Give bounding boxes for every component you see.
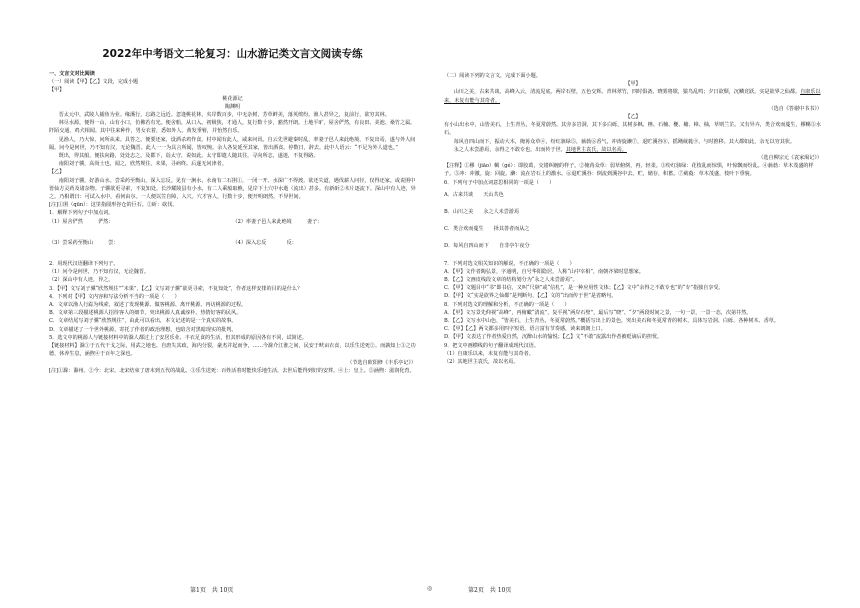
right-page [430, 0, 860, 608]
page-footer-right: 第2页 共 10页 [468, 587, 512, 594]
centered-line: 【甲】 [625, 81, 641, 88]
answer-row [49, 218, 416, 226]
centered-line: 桃花源记 [222, 95, 243, 102]
passage-paragraph: 既出，得其船，便扶向路，处处志之。及郡下，诣太守，说如此。太守即遣人随其往，寻向所志，遂迷，不复得路。 [58, 153, 319, 160]
text-line: 2．用现代汉语翻译下列句子。 [49, 261, 119, 268]
centered-line: 【乙】 [625, 114, 641, 121]
text-line: A．文章以渔人行踪为线索，叙述了发现桃源、做客桃源、离开桃源、再访桃源的过程。 [49, 302, 247, 309]
section-heading: 一、文言文对比阅读 [49, 71, 95, 77]
passage-paragraph: 见渔人，乃大惊，问所从来。具答之。便要还家，设酒杀鸡作食。村中闻有此人，咸来问讯。自云先世避秦时乱，率妻子邑人来此绝境，不复出焉，遂与外人间隔。问今是何世，乃不知有汉，无论魏晋。此人一一为具言所闻，皆叹惋。余人各复延至其家，皆出酒食。停数日，辞去。此中人语云：“不足为外人道也。” [49, 136, 416, 151]
passage-paragraph: 南阳刘子骥，高尚士也，闻之，欣然规往。未果，寻病终。后遂无问津者。 [58, 161, 227, 168]
choice-option: D．每风自四山而下 自非亭午夜分 [444, 243, 530, 250]
text-line: 【链接材料】滁①于五代干戈之际，用武之地也。自唐失其政，海内分裂，豪杰并起而争，……今滁介江淮之间，民安于畎亩衣食，以乐生送死②。而孰知上③之功德，休养生息，涵煦④于百年之深也。 [49, 343, 416, 358]
passage-paragraph: 南阳刘子骥，好游山水。尝采药至衡山，深入忘反。见有一涧水，水南有二石囷①，一闭一开。水深广不得渡。欲还失道，遇伐薪人问径，仅得还家。或说囷中皆仙方灵药及诸杂物。子骥欲更寻索，不复知处。长沙耀陵县有小水，有二人乘船取樵，见岸下土穴中水逝（流出）甚多。有新斫②木片逐流下。深山中有人迹，异之。乃相谓曰：可试入水中，看何由尔。一人便以笠自障，入穴。穴才容人，行数十步，便开明朗然，不异世间。 [49, 177, 416, 201]
answer-item: （1）屋舍俨然 俨然： [49, 218, 114, 225]
text-line: C．【甲】文题目中“书”即书信，又叫“尺牍”或“信札”，是一种应用性文体；【乙】文中“余得之不敢专也”的“专”指独自享受。 [444, 285, 724, 292]
text-line: （1）问今是何世，乃不知有汉，无论魏晋。 [49, 269, 150, 276]
text-line: 7．下列对选文相关知识的解说，不正确的一项是（ ） [444, 260, 575, 267]
text-line: 3．【甲】文写刘子骥“欣然规往”“未果”，【乙】文写刘子骥“欲更寻索，不复知处”，作者这样安排的目的是什么？ [49, 285, 303, 292]
answer-item: （3）尝采药至衡山 尝： [49, 239, 119, 246]
text-line: （二）阅读下列的文言文，完成下面小题。 [444, 73, 541, 79]
left-page-body [49, 70, 416, 375]
text-line: C．【甲】【乙】两文都多用四字短语，语言富有节奏感，读来朗朗上口。 [444, 326, 606, 333]
page-divider-dot: ◎ [427, 585, 433, 592]
text-line: 9．把文中画横线的句子翻译成现代汉语。 [444, 342, 539, 349]
text-line: B．文章第三段描述桃源人招待客人的细节，突出桃源人真诚淳朴、热情好客的民风。 [49, 310, 242, 317]
text-line: （2）深山中有人迹，异之。 [49, 277, 114, 284]
text-line: D．文章描述了一个世外桃源，寄托了作者的政治理想，也暗含对黑暗现实的批判。 [49, 326, 237, 333]
text-line: 【甲】 [49, 87, 65, 94]
text-line: A．【甲】文写景先仰视“高峰”，再俯瞰“清流”，复平视“两岸石壁”，最后写“晓”、“夕”两段时间之景，一句一景，一景一态，次第井然。 [444, 309, 752, 316]
text-line: （一）阅读【甲】【乙】文段，完成小题 [49, 79, 139, 86]
passage-paragraph: 每风自四山而下，振动大木，掩苒众草④，纷红骇绿⑤，蓊葧⑥香气，冲涛旋濑⑦，退贮溪谷⑧，摇飏葳蕤⑨，与时推移。其大都如此，余无以穷其状。 [453, 138, 795, 145]
answer-row [49, 239, 416, 247]
choice-option: A．古来共谈 天山共色 [444, 191, 504, 198]
document-title: 2022年中考语文二轮复习：山水游记类文言文阅读专练 [102, 48, 363, 60]
text-line: 有小山出水中，山皆美石，上生青丛，冬夏常蔚然。其旁多岩洞，其下多白砾，其树多枫、柟、石楠、楩、槠、樟、柚，草则兰芷。又有异卉，类合欢而蔓生，樛轕③水石。 [444, 122, 821, 137]
text-line: 8．下列对选文的理解和分析，不正确的一项是（ ） [444, 301, 570, 308]
text-line: D．【甲】文表达了作者热爱自然，沉醉山水的愉悦；【乙】文“不敢”流露出作者被贬谪后的担忧。 [444, 334, 663, 341]
source-citation: （选自柳宗元《袁家渴记》） [758, 155, 822, 162]
text-segment: 山川之美，古来共谈。高峰入云，清流见底。两岸石壁，五色交辉。青林翠竹，四时俱备。晓雾将歇，猿鸟乱鸣；夕日欲颓，沉鳞竞跃。实是欲界之仙都。 [453, 89, 801, 96]
centered-line: 陶渊明 [224, 103, 241, 110]
text-segment: 永之人未尝游焉，余得之不敢专也，出而传于世。 [453, 146, 566, 153]
answer-space [49, 247, 416, 260]
underlined-sentence: 其地世主袁氏，故以名焉。 [565, 146, 627, 153]
text-line: A．【甲】文作者陶弘景，字通明，自号华阳隐居，人称“山中宰相”，南朝齐梁时思想家。 [444, 268, 644, 275]
passage-paragraph [444, 88, 822, 104]
right-page-body [444, 72, 822, 366]
text-line: （1）自康乐以来，未复有能与其奇者。 [444, 350, 534, 357]
text-line: 【注释】①樛（jiāo）轕（gé）：即胶葛，交错纠缠的样子。②掩苒众草：弱草俯倒，再，轻柔。③纷红骇绿：花枝乱而惊惧，叶惊飘而纷乱。④蓊葧：草木茂盛的样子。⑤冲：冲激。旋：回旋。濑：流在岩石上的激水。⑥退贮溪谷：倒流到溪谷中去。贮，储存，积蓄。⑦葳蕤：草木茂盛，枝叶下垂貌。 [444, 163, 814, 178]
text-line: 5．选文中的桃源人与链接材料中的滁人都过上了安居乐业、丰衣足食的生活，但其形成的原因各有不同，试简述。 [49, 334, 307, 341]
source-citation: （节选自欧阳修《丰乐亭记》） [347, 359, 416, 366]
text-line: B．【乙】文写水中山色，“皆美石，上生青丛，冬夏常蔚然。”概括写出上的景色，突出美石和冬夏常青的树木，具体写岩洞、白砾、各种树木、香草。 [444, 318, 779, 325]
passage-paragraph: 晋太元中，武陵人捕鱼为业。缘溪行，忘路之远近。忽逢桃花林，夹岸数百步，中无杂树，芳草鲜美，落英缤纷。渔人甚异之，复前行，欲穷其林。 [58, 112, 390, 119]
choice-option: B．山川之美 永之人未尝游焉 [444, 209, 520, 216]
text-line: 6．下列句子中加点词意思相同的一项是（ ） [444, 179, 555, 186]
passage-paragraph: 林尽水源，便得一山，山有小口，仿佛若有光。便舍船，从口入。初极狭，才通人。复行数十步，豁然开朗。土地平旷，屋舍俨然，有良田、美池、桑竹之属。阡陌交通，鸡犬相闻。其中往来种作，男女衣着，悉如外人。黄发垂髫，并怡然自乐。 [49, 120, 416, 135]
text-line: 1．解释下列句子中加点词。 [49, 210, 114, 217]
text-line: [注]①囷（qūn）：这里指圆形谷仓的巨石。②斫：砍伐。 [49, 202, 178, 209]
text-line: 【乙】 [49, 169, 65, 176]
page-footer-left: 第1页 共 10页 [190, 587, 234, 594]
answer-item: （4）深入忘反 反： [232, 239, 297, 246]
passage-paragraph [444, 146, 822, 154]
choice-option: C．类合欢而蔓生 择其善者而从之 [444, 226, 530, 233]
text-line: B．【乙】文画皮线段文章的结构划分为“永之人未尝游焉”。 [444, 277, 578, 284]
text-line: 4．下列对【甲】文内容和写法分析不当的一项是（ ） [49, 293, 180, 300]
text-line: D．【甲】文“实是欲界之仙都”是判断句，【乙】文的“出而传于世”是省略句。 [444, 293, 617, 300]
text-line: （2）其地世主袁氏，故以名焉。 [444, 359, 519, 366]
underlined-sentence: 自康乐以来，未复有能与其奇者。 [444, 89, 821, 104]
text-line: C．文章结尾写刘子骥“欣然规往”，由此可以看出，本文记述的是一个真实的故事。 [49, 318, 237, 325]
answer-item: （2）率妻子邑人来此绝境 妻子： [232, 218, 323, 225]
answer-space [49, 226, 416, 239]
text-line: [注]①滁：滁州。②今：北宋。北宋结束了唐末到五代的战乱。③乐生送死：百姓活着时能快乐地生活，去世后能得到好的安葬。④上：皇上。⑤涵煦：滋润化育。 [49, 367, 415, 374]
source-citation: （选自《答谢中书书》） [768, 105, 822, 112]
